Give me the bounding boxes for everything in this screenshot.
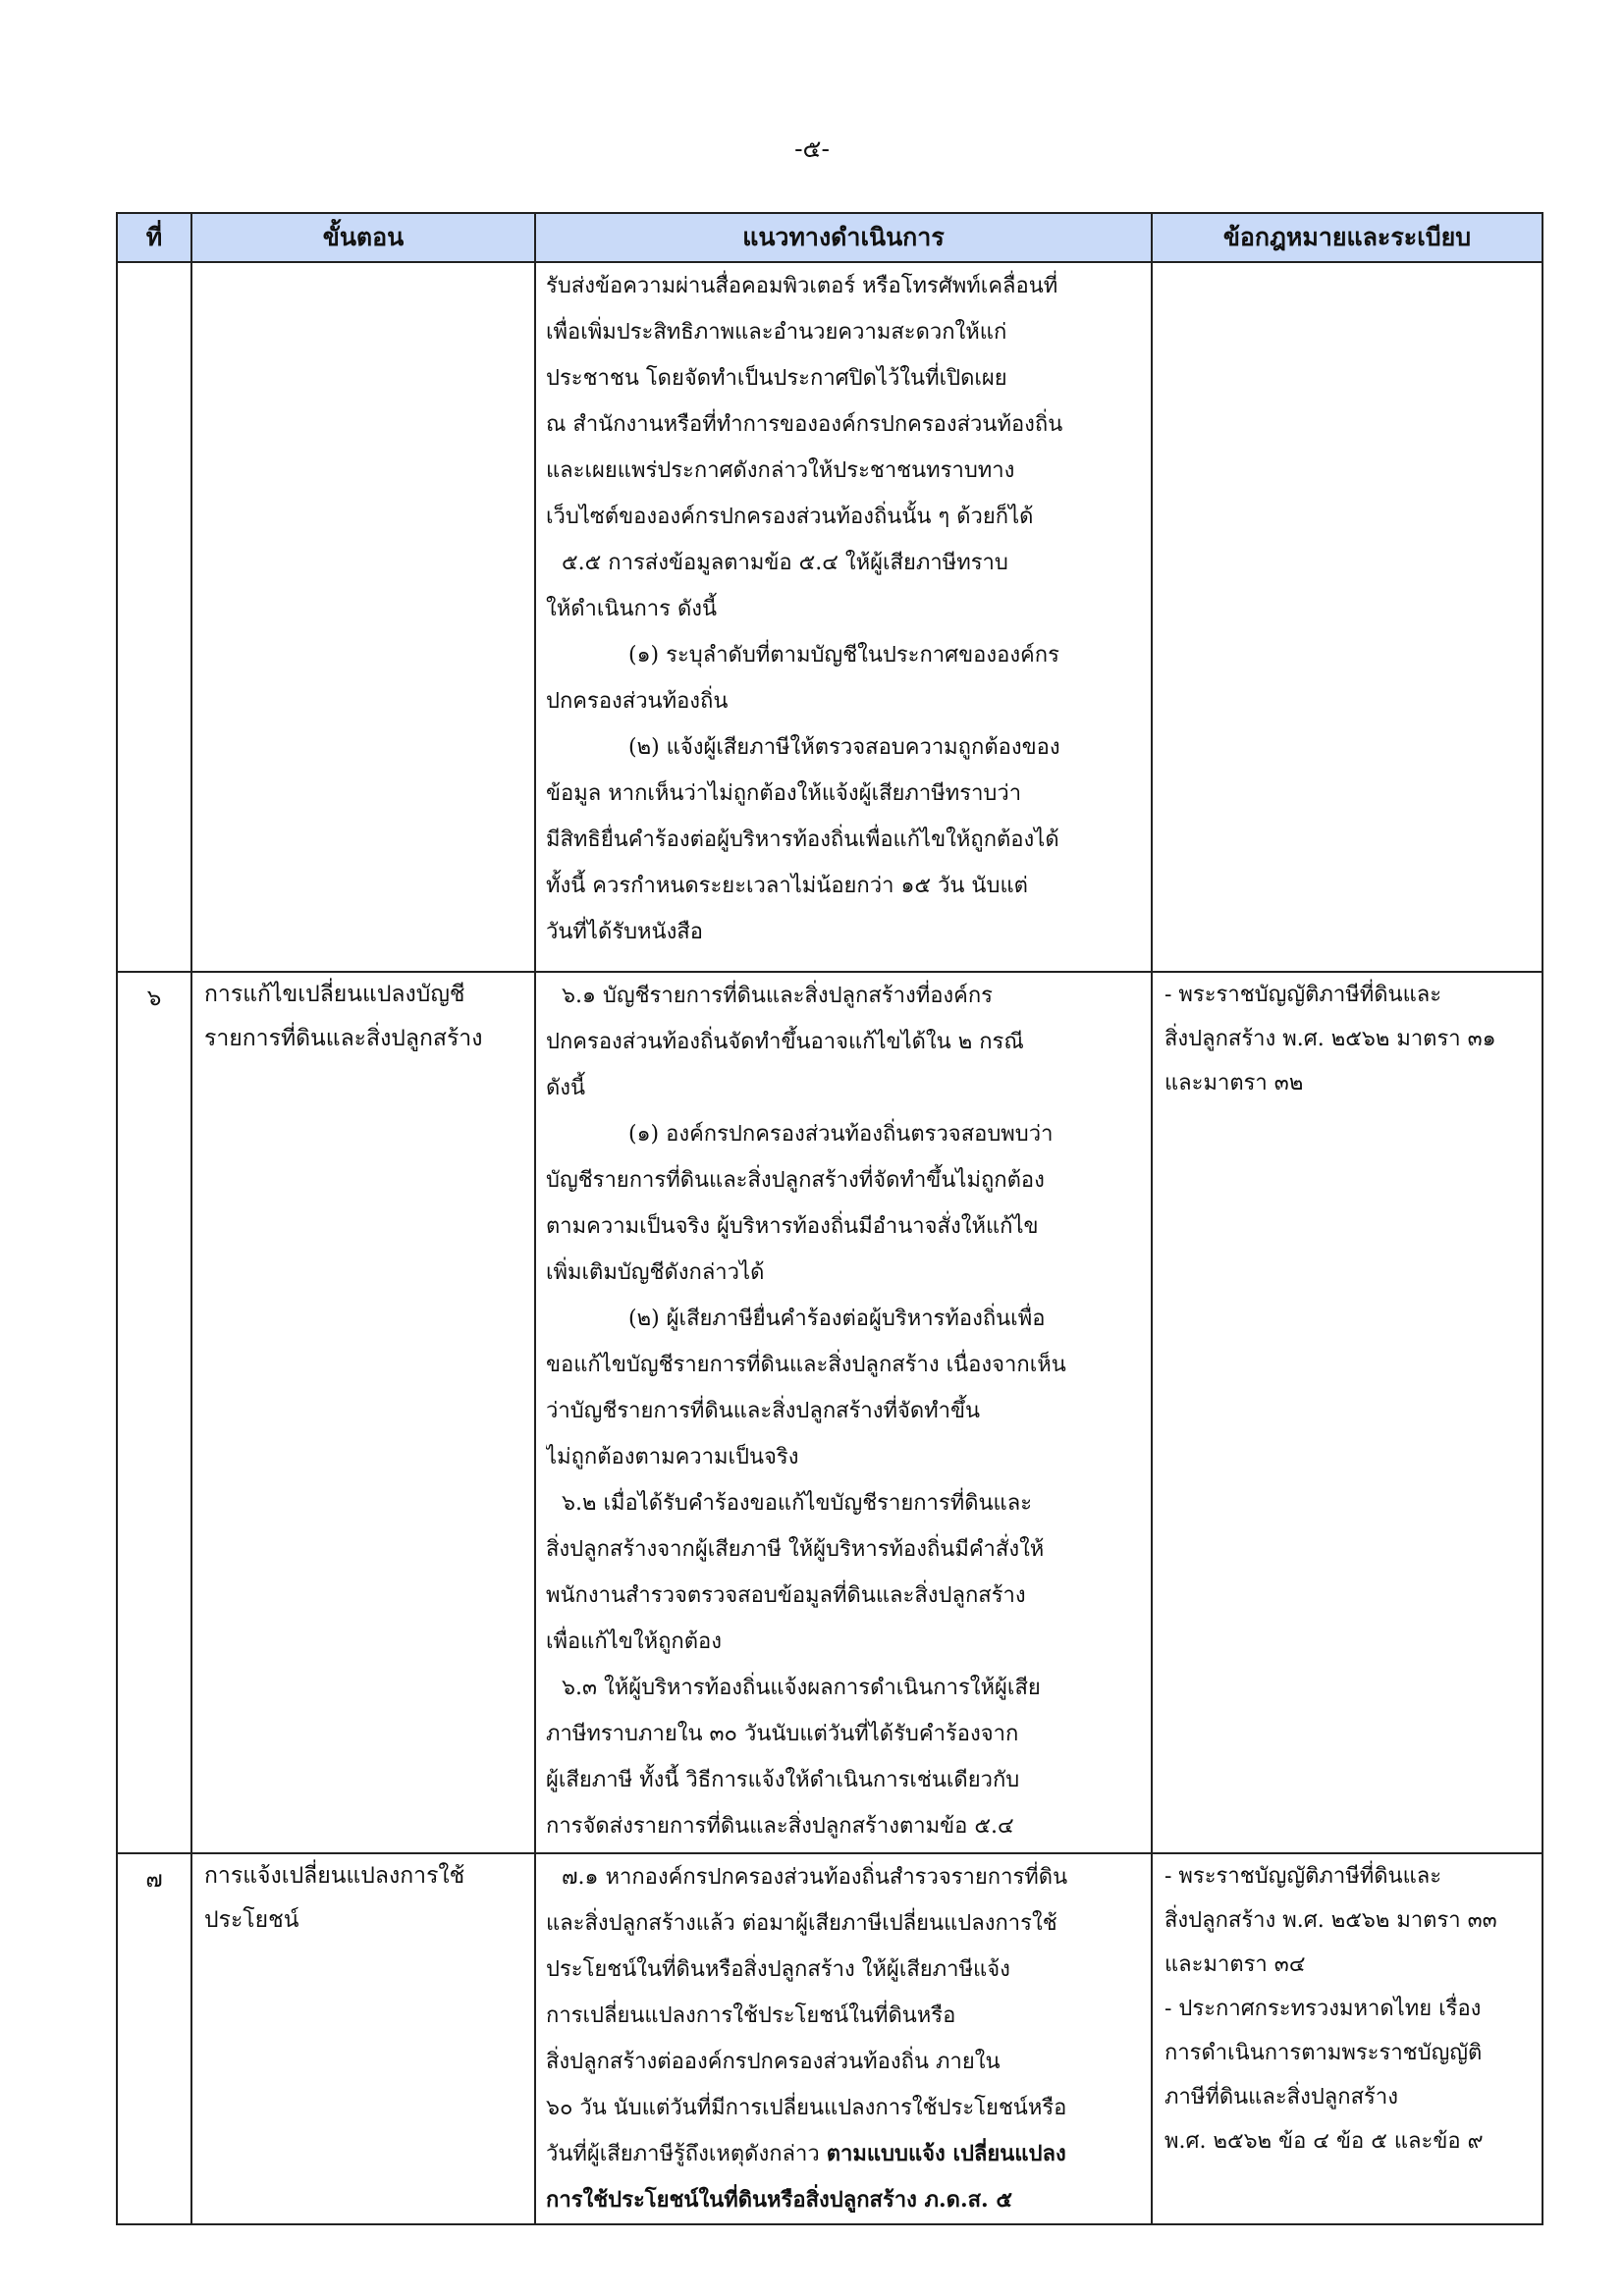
law-line: สิ่งปลูกสร้าง พ.ศ. ๒๕๖๒ มาตรา ๓๑ [1164,1027,1496,1051]
step-cell [191,1853,535,2224]
guideline-line: ภาษีทราบภายใน ๓๐ วันนับแต่วันที่ได้รับคำร้องจาก [546,1722,1019,1746]
guideline-line: ปกครองส่วนท้องถิ่น [546,689,729,714]
guideline-line: รับส่งข้อความผ่านสื่อคอมพิวเตอร์ หรือโทรศัพท์เคลื่อนที่ [546,274,1058,298]
guideline-line: เว็บไซต์ขององค์กรปกครองส่วนท้องถิ่นนั้น ๆ ด้วยก็ได้ [546,505,1034,529]
guideline-line [546,2131,1143,2177]
guideline-line: เพื่อแก้ไขให้ถูกต้อง [546,1629,722,1654]
guideline-line: ประโยชน์ในที่ดินหรือสิ่งปลูกสร้าง ให้ผู้เสียภาษีแจ้ง [546,1957,1010,1982]
header-law: ข้อกฎหมายและระเบียบ [1152,213,1543,262]
step-line: ประโยชน์ [204,1907,299,1933]
guideline-line: ผู้เสียภาษี ทั้งนี้ วิธีการแจ้งให้ดำเนินการเช่นเดียวกับ [546,1768,1020,1792]
guideline-line: ดังนี้ [546,1076,586,1100]
step-line: การแก้ไขเปลี่ยนแปลงบัญชี [204,982,465,1007]
guideline-line: สิ่งปลูกสร้างจากผู้เสียภาษี ให้ผู้บริหารท้องถิ่นมีคำสั่งให้ [546,1537,1045,1562]
form-reference-line: การใช้ประโยชน์ในที่ดินหรือสิ่งปลูกสร้าง ภ.ด.ส. ๕ [546,2187,1013,2213]
guideline-line: ๖.๑ บัญชีรายการที่ดินและสิ่งปลูกสร้างที่องค์กร [562,984,994,1008]
guideline-line: ๖.๓ ให้ผู้บริหารท้องถิ่นแจ้งผลการดำเนินการให้ผู้เสีย [562,1676,1041,1700]
step-line: การแจ้งเปลี่ยนแปลงการใช้ [204,1863,465,1889]
guideline-line: ๖.๒ เมื่อได้รับคำร้องขอแก้ไขบัญชีรายการที่ดินและ [562,1491,1033,1516]
guideline-line: ทั้งนี้ ควรกำหนดระยะเวลาไม่น้อยกว่า ๑๕ วัน นับแต่ [546,874,1028,898]
guideline-line: ๖๐ วัน นับแต่วันที่มีการเปลี่ยนแปลงการใช้ประโยชน์หรือ [546,2096,1067,2120]
guideline-line: (๒) แจ้งผู้เสียภาษีให้ตรวจสอบความถูกต้องของ [628,735,1060,760]
guideline-line: (๑) ระบุลำดับที่ตามบัญชีในประกาศขององค์กร [628,643,1059,667]
guideline-line: ตามความเป็นจริง ผู้บริหารท้องถิ่นมีอำนาจสั่งให้แก้ไข [546,1214,1039,1239]
guideline-line: มีสิทธิยื่นคำร้องต่อผู้บริหารท้องถิ่นเพื่อแก้ไขให้ถูกต้องได้ [546,828,1059,852]
law-cell [1152,262,1543,972]
header-step: ขั้นตอน [191,213,535,262]
step-cell [191,972,535,1853]
law-line: และมาตรา ๓๒ [1164,1071,1304,1095]
guideline-line: เพื่อเพิ่มประสิทธิภาพและอำนวยความสะดวกให้แก่ [546,320,1007,345]
table-row [117,1853,1543,2224]
guideline-line: การเปลี่ยนแปลงการใช้ประโยชน์ในที่ดินหรือ [546,2003,956,2028]
guideline-line: บัญชีรายการที่ดินและสิ่งปลูกสร้างที่จัดทำขึ้นไม่ถูกต้อง [546,1168,1045,1193]
guideline-line: การจัดส่งรายการที่ดินและสิ่งปลูกสร้างตามข้อ ๕.๔ [546,1814,1014,1839]
guideline-line: ว่าบัญชีรายการที่ดินและสิ่งปลูกสร้างที่จัดทำขึ้น [546,1399,981,1423]
guideline-line: ปกครองส่วนท้องถิ่นจัดทำขึ้นอาจแก้ไขได้ใน ๒ กรณี [546,1030,1024,1054]
guideline-line: ไม่ถูกต้องตามความเป็นจริง [546,1445,799,1469]
step-cell [191,262,535,972]
guideline-cell [535,972,1152,1853]
guideline-cell [535,1853,1152,2224]
header-guideline: แนวทางดำเนินการ [535,213,1152,262]
table-row [117,972,1543,1853]
guideline-text: วันที่ผู้เสียภาษีรู้ถึงเหตุดังกล่าว [546,2142,820,2166]
guideline-line: ให้ดำเนินการ ดังนี้ [546,597,718,621]
law-line: สิ่งปลูกสร้าง พ.ศ. ๒๕๖๒ มาตรา ๓๓ [1164,1908,1497,1933]
guideline-cell [535,262,1152,972]
law-line: การดำเนินการตามพระราชบัญญัติ [1164,2041,1483,2065]
guideline-line: ๕.๕ การส่งข้อมูลตามข้อ ๕.๔ ให้ผู้เสียภาษีทราบ [562,551,1008,575]
guideline-line: ๗.๑ หากองค์กรปกครองส่วนท้องถิ่นสำรวจรายการที่ดิน [562,1865,1068,1890]
guideline-line: ข้อมูล หากเห็นว่าไม่ถูกต้องให้แจ้งผู้เสียภาษีทราบว่า [546,781,1022,806]
header-no: ที่ [117,213,191,262]
guideline-line: วันที่ได้รับหนังสือ [546,920,703,944]
law-line: และมาตรา ๓๔ [1164,1952,1306,1977]
guideline-line: และสิ่งปลูกสร้างแล้ว ต่อมาผู้เสียภาษีเปลี่ยนแปลงการใช้ [546,1911,1057,1936]
law-cell [1152,972,1543,1853]
guideline-line: ณ สำนักงานหรือที่ทำการขององค์กรปกครองส่วนท้องถิ่น [546,412,1063,437]
row-number: ๖ [117,972,191,1853]
table-header-row [117,213,1543,262]
guideline-line: เพิ่มเติมบัญชีดังกล่าวได้ [546,1260,765,1285]
form-reference-text: ตามแบบแจ้ง เปลี่ยนแปลง [826,2141,1066,2166]
procedure-table [116,212,1543,2225]
table-row [117,262,1543,972]
guideline-line: (๑) องค์กรปกครองส่วนท้องถิ่นตรวจสอบพบว่า [628,1122,1054,1147]
row-number [117,262,191,972]
guideline-line: และเผยแพร่ประกาศดังกล่าวให้ประชาชนทราบทาง [546,458,1015,483]
guideline-line: ขอแก้ไขบัญชีรายการที่ดินและสิ่งปลูกสร้าง เนื่องจากเห็น [546,1353,1066,1377]
guideline-line: ประชาชน โดยจัดทำเป็นประกาศปิดไว้ในที่เปิดเผย [546,366,1007,391]
guideline-line: สิ่งปลูกสร้างต่อองค์กรปกครองส่วนท้องถิ่น ภายใน [546,2050,1001,2074]
page-number: -๕- [794,134,830,163]
law-cell [1152,1853,1543,2224]
guideline-line: พนักงานสำรวจตรวจสอบข้อมูลที่ดินและสิ่งปลูกสร้าง [546,1583,1026,1608]
law-line: - พระราชบัญญัติภาษีที่ดินและ [1164,983,1442,1007]
law-line: - พระราชบัญญัติภาษีที่ดินและ [1164,1864,1442,1889]
guideline-line: (๒) ผู้เสียภาษียื่นคำร้องต่อผู้บริหารท้องถิ่นเพื่อ [628,1307,1046,1331]
law-line: พ.ศ. ๒๕๖๒ ข้อ ๔ ข้อ ๕ และข้อ ๙ [1164,2129,1484,2154]
step-line: รายการที่ดินและสิ่งปลูกสร้าง [204,1026,483,1051]
law-line: - ประกาศกระทรวงมหาดไทย เรื่อง [1164,1997,1482,2021]
law-line: ภาษีที่ดินและสิ่งปลูกสร้าง [1164,2085,1398,2109]
row-number: ๗ [117,1853,191,2224]
